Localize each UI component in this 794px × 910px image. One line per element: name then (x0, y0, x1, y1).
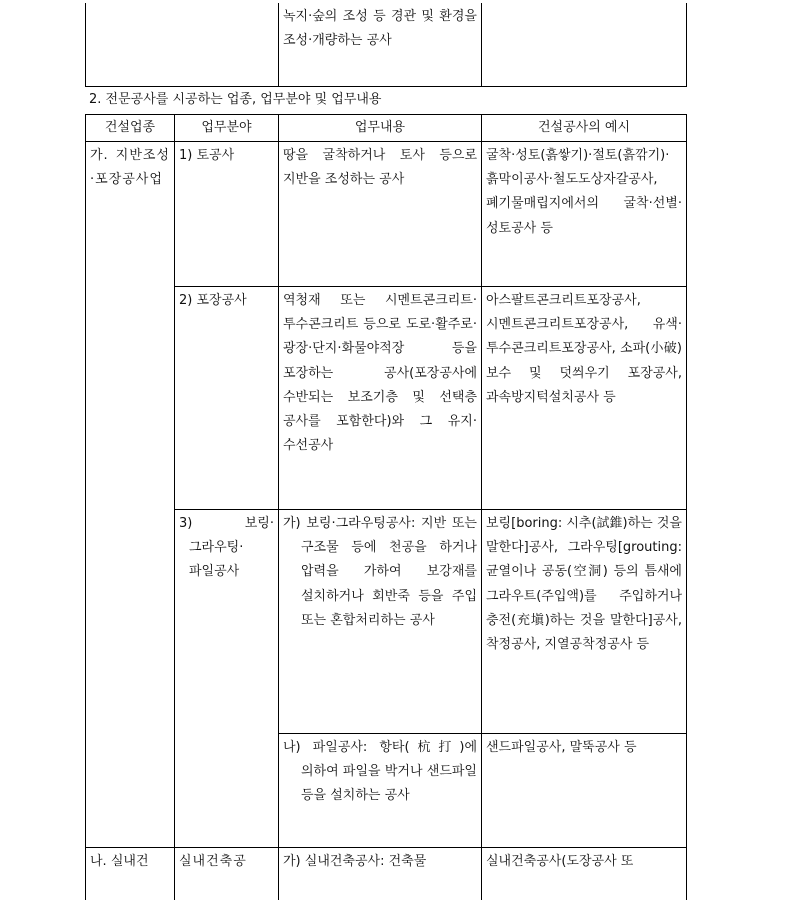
table-row (86, 510, 687, 734)
content-cell: 역청재 또는 시멘트콘크리트·투수콘크리트 등으로 도로·활주로·광장·단지·화물야적장 등을 포장하는 공사(포장공사에 수반되는 보조기층 및 선택층 공사를 포함한다)와 그 유지·수선공사 (279, 287, 482, 510)
specialty-work-table (85, 114, 687, 900)
content-cell: 가) 실내건축공사: 건축물 (279, 848, 482, 901)
example-cell: 샌드파일공사, 말뚝공사 등 (482, 734, 687, 848)
table-row (86, 848, 687, 901)
example-cell: 보링[boring: 시추(試錐)하는 것을 말한다]공사, 그라우팅[grouting: 균열이나 공동(空洞) 등의 틈새에 그라우트(주입액)를 주입하거나 충전(充塡)하는 것을 말한다]공사, 착정공사, 지열공착정공사 등 (482, 510, 687, 734)
industry-cell-b: 나. 실내건 (86, 848, 175, 901)
continued-example-cell-empty (482, 3, 687, 87)
example-cell: 굴착·성토(흙쌓기)·절토(흙깎기)·흙막이공사·철도도상자갈공사, 폐기물매립지에서의 굴착·선별·성토공사 등 (482, 142, 687, 287)
continued-table (85, 3, 687, 87)
continued-row (86, 3, 687, 87)
content-cell: 가) 보링·그라우팅공사: 지반 또는 구조물 등에 천공을 하거나 압력을 가하여 보강재를 설치하거나 회반죽 등을 주입 또는 혼합처리하는 공사 (279, 510, 482, 734)
table-row (86, 142, 687, 287)
example-cell: 실내건축공사(도장공사 또 (482, 848, 687, 901)
continued-cell-empty (86, 3, 279, 87)
field-cell: 2) 포장공사 (175, 287, 279, 510)
field-cell: 실내건축공 (175, 848, 279, 901)
field-cell: 1) 토공사 (175, 142, 279, 287)
header-field: 업무분야 (175, 115, 279, 142)
section-title: 2. 전문공사를 시공하는 업종, 업무분야 및 업무내용 (89, 92, 382, 107)
table-row (86, 287, 687, 510)
header-example: 건설공사의 예시 (482, 115, 687, 142)
header-content: 업무내용 (279, 115, 482, 142)
table-header-row (86, 115, 687, 142)
field-cell: 3) 보링·그라우팅·파일공사 (175, 510, 279, 848)
example-cell: 아스팔트콘크리트포장공사, 시멘트콘크리트포장공사, 유색·투수콘크리트포장공사, 소파(小破)보수 및 덧씌우기 포장공사, 과속방지턱설치공사 등 (482, 287, 687, 510)
continued-content-cell: 녹지·숲의 조성 등 경관 및 환경을 조성·개량하는 공사 (279, 3, 482, 87)
content-cell: 나) 파일공사: 항타(杭打)에 의하여 파일을 박거나 샌드파일 등을 설치하는 공사 (279, 734, 482, 848)
industry-cell-a: 가. 지반조성·포장공사업 (86, 142, 175, 848)
content-cell: 땅을 굴착하거나 토사 등으로 지반을 조성하는 공사 (279, 142, 482, 287)
header-industry: 건설업종 (86, 115, 175, 142)
